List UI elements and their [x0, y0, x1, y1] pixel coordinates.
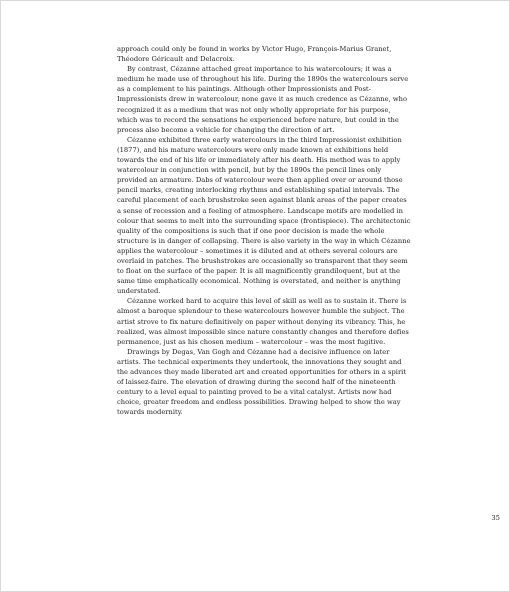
paragraph-skill: Cézanne worked hard to acquire this level of skill as well as to sustain it. There is almost a baroque splendour to these watercolours however humble the subject. The artist strove to fix nature definitively on paper without denying its vibrancy. This, he realized, was almost impossible since nature constantly changes and therefore defies permanence, just as his chosen medium – watercolour – was the most fugitive.	[117, 297, 409, 346]
paragraph-influence: Drawings by Degas, Van Gogh and Cézanne had a decisive influence on later artists. The technical experiments they undertook, the innovations they sought and the advances they made liberated art and created opportunities for others in a spirit of laissez-faire. The elevation of drawing during the second half of the nineteenth century to a level equal to painting proved to be a vital catalyst. Artists now had choice, greater freedom and endless possibilities. Drawing helped to show the way towards modernity.	[117, 347, 407, 417]
paragraph-continuation: approach could only be found in works by Victor Hugo, François-Marius Granet, Théodore Géricault and Delacroix.	[117, 45, 392, 64]
body-text-column	[117, 44, 412, 417]
page-number: 35	[491, 514, 500, 522]
paragraph-watercolour-method: Cézanne exhibited three early watercolours in the third Impressionist exhibition (1877), and his mature watercolours were only made known at exhibitions held towards the end of his life or immediately after his death. His method was to apply watercolour in conjunction with pencil, but by the 1890s the pencil lines only provided an armature. Dabs of watercolour were then applied over or around those pencil marks, creating interlocking rhythms and establishing spatial intervals. The careful placement of each brushstroke seen against blank areas of the paper creates a sense of recession and a feeling of atmosphere. Landscape motifs are modelled in colour that seems to melt into the surrounding space (frontispiece). The architectonic quality of the compositions is such that if one poor decision is made the whole structure is in danger of collapsing. There is also variety in the way in which Cézanne applies the watercolour – sometimes it is diluted and at others several colours are overlaid in patches. The brushstrokes are occasionally so transparent that they seem to float on the surface of the paper. It is all magnificently grandiloquent, but at the same time emphatically economical. Nothing is overstated, and neither is anything understated.	[117, 135, 411, 296]
paragraph-watercolour-importance: By contrast, Cézanne attached great importance to his watercolours; it was a medium he made use of throughout his life. During the 1890s the watercolours serve as a complement to his paintings. Although other Impressionists and Post-Impressionists drew in watercolour, none gave it as much credence as Cézanne, who recognized it as a medium that was not only wholly appropriate for his purpose, which was to record the sensations he experienced before nature, but could in the process also become a vehicle for changing the direction of art.	[117, 65, 409, 134]
